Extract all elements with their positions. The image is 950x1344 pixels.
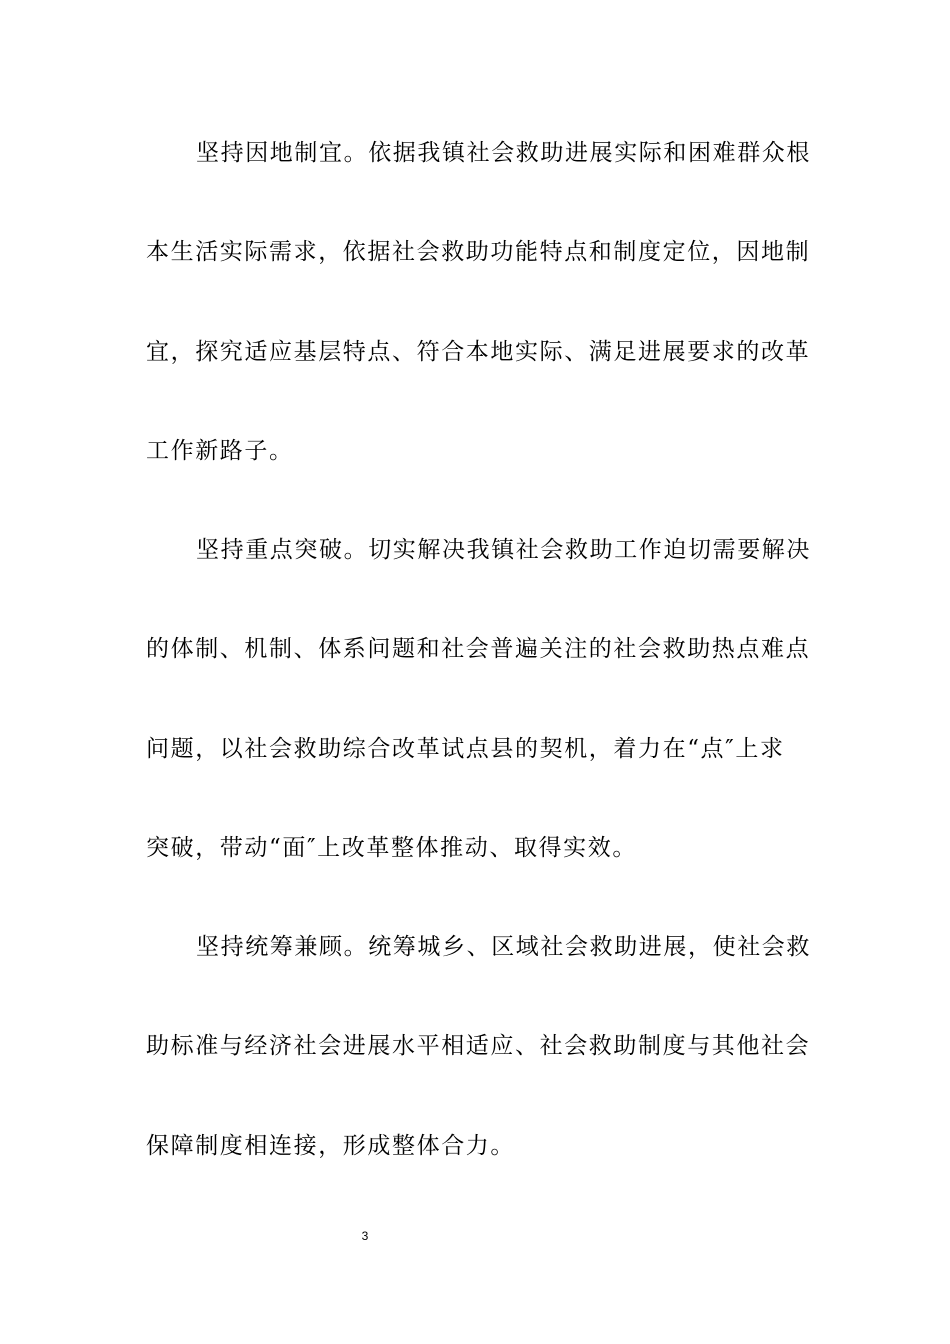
paragraph-3-line-1: 坚持统筹兼顾。统筹城乡、区域社会救助进展，使社会救 <box>196 934 811 960</box>
paragraph-1-line-3: 宜，探究适应基层特点、符合本地实际、满足进展要求的改革 <box>146 339 811 365</box>
paragraph-2-line-1: 坚持重点突破。切实解决我镇社会救助工作迫切需要解决 <box>196 537 811 563</box>
paragraph-1-line-2: 本生活实际需求，依据社会救助功能特点和制度定位，因地制 <box>146 239 811 265</box>
paragraph-2-line-3: 问题，以社会救助综合改革试点县的契机，着力在“点″上求 <box>146 736 785 762</box>
paragraph-3-line-3: 保障制度相连接，形成整体合力。 <box>146 1133 515 1159</box>
paragraph-2-line-4: 突破，带动“面″上改革整体推动、取得实效。 <box>146 835 637 861</box>
page-number: 3 <box>361 1229 369 1243</box>
paragraph-2-line-2: 的体制、机制、体系问题和社会普遍关注的社会救助热点难点 <box>146 636 811 662</box>
paragraph-1-line-1: 坚持因地制宜。依据我镇社会救助进展实际和困难群众根 <box>196 140 811 166</box>
paragraph-3-line-2: 助标准与经济社会进展水平相适应、社会救助制度与其他社会 <box>146 1033 811 1059</box>
paragraph-1-line-4: 工作新路子。 <box>146 438 294 464</box>
